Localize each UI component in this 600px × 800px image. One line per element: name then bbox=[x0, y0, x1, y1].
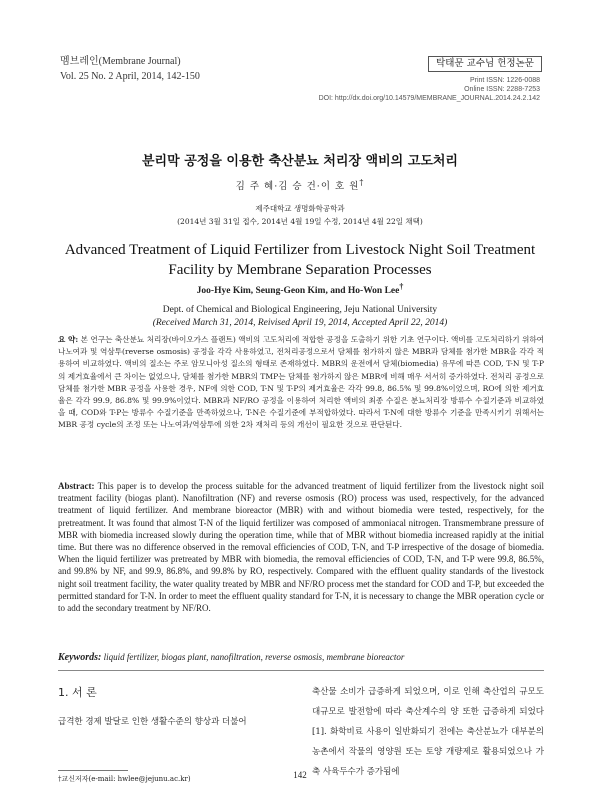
doi-link[interactable]: DOI: http://dx.doi.org/10.14579/MEMBRANE_JOURNAL.2014.24.2.142 bbox=[318, 95, 540, 102]
affiliation-korean-dept: 제주대학교 생명화학공학과 bbox=[255, 204, 345, 213]
abstract-korean-body: 본 연구는 축산분뇨 처리장(바이오가스 플랜트) 액비의 고도처리에 적합한 공정을 도출하기 위한 기초 연구이다. 액비를 고도처리하기 위하여 나노여과 및 역삼투(reverse osmosis) 공정을 각각 사용하였고, 전처리공정으로서 담체를 첨가하지 않은 MBR과 담체를 첨가한 MBR을 각각 적용하여 비교하였다. 액비의 질소는 주로 암모니아성 질소의 형태로 존재하였다. MBR의 운전에서 담체(biomedia) 유무에 따른 COD, T-N 및 T-P의 제거효율에서 큰 차이는 없었으나, 담체를 첨가한 MBR의 TMP는 담체를 첨가하지 않은 MBR에 비해 매우 서서히 증가하였다. 전처리 공정으로 담체를 첨가한 MBR 공정을 사용한 경우, NF에 의한 COD, T-N 및 T-P의 제거효율은 각각 99.8, 86.5% 및 99.8%이었으며, RO에 의한 제거효율은 각각 99.9, 86.8% 및 99.9%이었다. MBR과 NF/RO 공정을 이용하여 처리한 액비의 최종 수질은 분뇨처리장 방류수 수질기준과 비교하였을 때, COD와 T-P는 방류수 수질기준을 만족하였으나, T-N은 수질기준에 부적합하였다. 따라서 T-N에 대한 방류수 기준을 만족시키기 위해서는 MBR 공정 cycle의 조정 또는 나노여과/역삼투에 의한 2차 재처리 등의 개선이 필요한 것으로 판단된다. bbox=[58, 335, 544, 430]
footnote: †교신저자(e-mail: hwlee@jejunu.ac.kr) bbox=[58, 775, 191, 783]
keywords bbox=[58, 652, 544, 663]
abstract-english-body: This paper is to develop the process suitable for the advanced treatment of liquid fertilizer from the livestock night soil treatment facility (biogas plant). Nanofiltration (NF) and reverse osmosis (RO) process was used, respectively, for the advanced treatment of liquid fertilizer. And membrane bioreactor (MBR) with and without biomedia were tested, respectively, for the pretreatment. It was found that almost T-N of the liquid fertilizer was composed of ammoniacal nitrogen. Transmembrane pressure of MBR with biomedia increased slowly during the operation time, while that of MBR without biomedia increased rapidly at the initial time. But there was no difference observed in the removal efficiencies of COD, T-N, and T-P irrespective of the dosage of biomedia. When the liquid fertilizer was pretreated by MBR with biomedia, the removal efficiencies of COD, T-N, and T-P were 99.8, 86.5%, and 99.8% by NF, and 99.9, 86.8%, and 99.8% by RO, respectively. Compared with the effluent quality standards of the livestock night soil treatment facility, the water quality treated by MBR and NF/RO process met the standard for COD and T-P, but exceeded the permitted standard for T-N. In order to meet the effluent quality standard for T-N, it is necessary to change the MBR operation cycle or to add the secondary treatment by NF/RO. bbox=[58, 481, 544, 614]
title-korean: 분리막 공정을 이용한 축산분뇨 처리장 액비의 고도처리 bbox=[142, 154, 458, 169]
intro-right-text: 축산물 소비가 급증하게 되었으며, 이로 인해 축산업의 규모도 대규모로 발전함에 따라 축산계수의 양 또한 급증하게 되었다[1]. 화학비료 사용이 일반화되기 전에는 축산분뇨가 대부분의 농촌에서 작물의 영양원 또는 토양 개량제로 활용되었으나 가축 사육두수가 증가됨에 bbox=[312, 687, 544, 777]
abstract-korean-label: 요 약: bbox=[58, 335, 79, 344]
corresponding-mark: † bbox=[359, 178, 365, 187]
journal-header bbox=[60, 54, 200, 84]
authors-korean-names: 김 주 혜·김 승 건·이 호 원 bbox=[235, 181, 360, 193]
journal-name: 멤브레인(Membrane Journal) bbox=[60, 56, 181, 67]
affiliation-english-dept: Dept. of Chemical and Biological Engineering, Jeju National University bbox=[162, 305, 438, 315]
issn-block bbox=[319, 76, 540, 103]
authors-korean bbox=[0, 178, 600, 192]
abstract-english bbox=[58, 480, 544, 614]
dates-english: (Received March 31, 2014, Reivised April 19, 2014, Accepted April 22, 2014) bbox=[152, 318, 448, 328]
section-divider bbox=[58, 670, 544, 671]
abstract-english-label: Abstract: bbox=[58, 481, 95, 491]
affiliation-korean bbox=[0, 202, 600, 228]
dedication-box: 탁태문 교수님 헌정논문 bbox=[428, 56, 542, 72]
online-issn: Online ISSN: 2288-7253 bbox=[464, 86, 540, 93]
keywords-list: liquid fertilizer, biogas plant, nanofiltration, reverse osmosis, membrane bioreactor bbox=[103, 652, 405, 662]
affiliation-english bbox=[0, 304, 600, 330]
section-heading: 1. 서 론 bbox=[58, 686, 97, 699]
page-number: 142 bbox=[293, 770, 307, 780]
abstract-korean bbox=[58, 334, 544, 432]
print-issn: Print ISSN: 1226-0088 bbox=[469, 77, 540, 84]
title-english: Advanced Treatment of Liquid Fertilizer from Livestock Night Soil Treatment Facility by Membrane Separation Processes bbox=[64, 242, 536, 278]
authors-english bbox=[0, 282, 600, 296]
journal-volume: Vol. 25 No. 2 April, 2014, 142-150 bbox=[60, 71, 200, 82]
left-column bbox=[58, 684, 290, 732]
intro-left-text: 급격한 경제 발달로 인한 생활수준의 향상과 더불어 bbox=[58, 717, 247, 727]
authors-english-names: Joo-Hye Kim, Seung-Geon Kim, and Ho-Won Lee bbox=[196, 286, 400, 297]
keywords-label: Keywords: bbox=[58, 652, 102, 663]
dates-korean: (2014년 3월 31일 접수, 2014년 4월 19일 수정, 2014년 4월 22일 채택) bbox=[177, 217, 423, 226]
corresponding-mark-en: † bbox=[399, 282, 404, 291]
